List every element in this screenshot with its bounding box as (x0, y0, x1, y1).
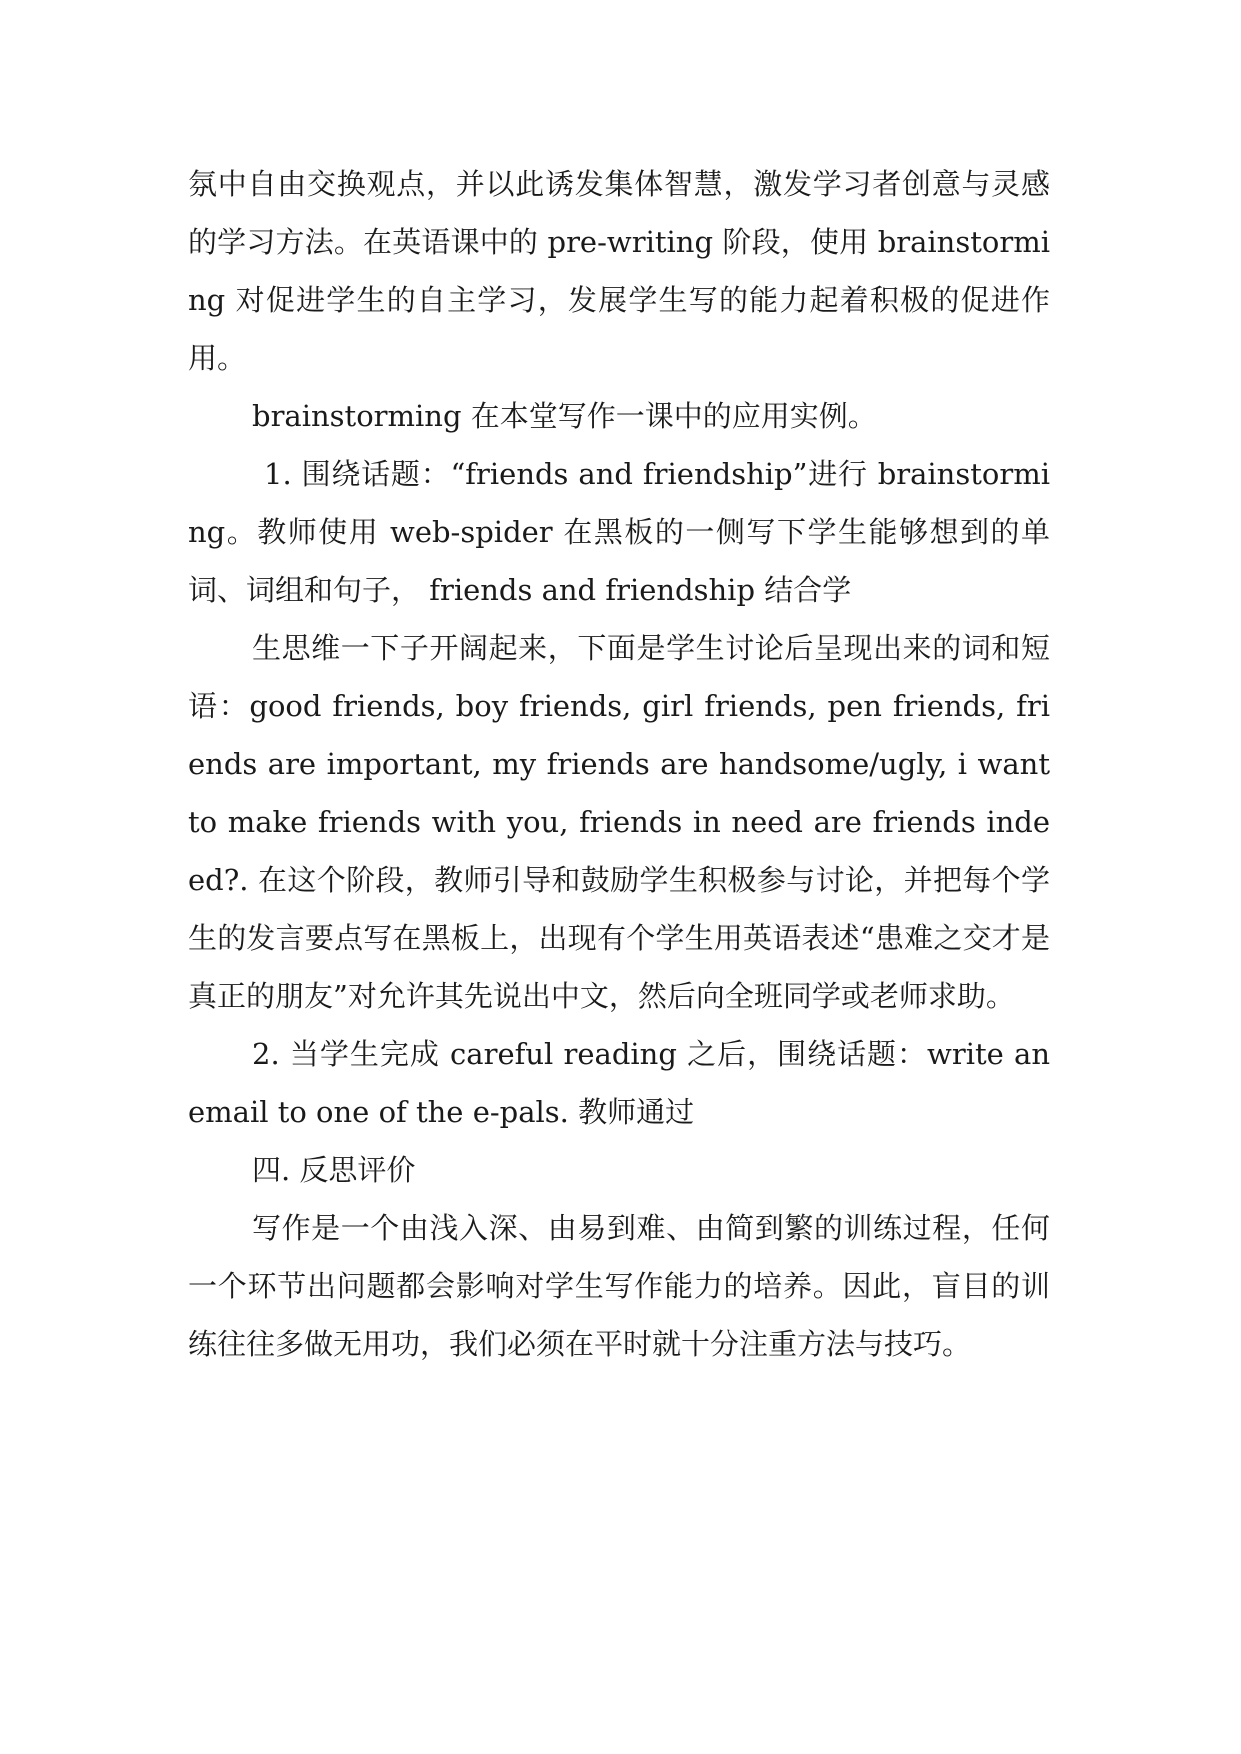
paragraph-student-discussion: 生思维一下子开阔起来，下面是学生讨论后呈现出来的词和短语：good friends, boy friends, girl friends, pen friends, friends are important, my friends are handsome/ugly, i want to make friends with you, friends in need are friends indeed?. 在这个阶段，教师引导和鼓励学生积极参与讨论，并把每个学生的发言要点写在黑板上，出现有个学生用英语表述“患难之交才是真正的朋友”对允许其先说出中文，然后向全班同学或老师求助。 (188, 631, 1050, 1013)
paragraph-step-1: 1. 围绕话题：“friends and friendship”进行 brainstorming。教师使用 web-spider 在黑板的一侧写下学生能够想到的单词、词组和句子， friends and friendship 结合学 (188, 457, 1050, 607)
document-body (188, 155, 1050, 1373)
paragraph-example-heading: brainstorming 在本堂写作一课中的应用实例。 (252, 399, 877, 433)
paragraph-step-2: 2. 当学生完成 careful reading 之后，围绕话题：write an email to one of the e-pals. 教师通过 (188, 1037, 1050, 1129)
section-heading-reflection: 四. 反思评价 (252, 1153, 416, 1187)
paragraph-brainstorming-definition: 氛中自由交换观点，并以此诱发集体智慧，激发学习者创意与灵感的学习方法。在英语课中的 pre-writing 阶段，使用 brainstorming 对促进学生的自主学习，发展学生写的能力起着积极的促进作用。 (188, 167, 1050, 375)
paragraph-reflection: 写作是一个由浅入深、由易到难、由简到繁的训练过程，任何一个环节出问题都会影响对学生写作能力的培养。因此，盲目的训练往往多做无用功，我们必须在平时就十分注重方法与技巧。 (188, 1211, 1050, 1361)
